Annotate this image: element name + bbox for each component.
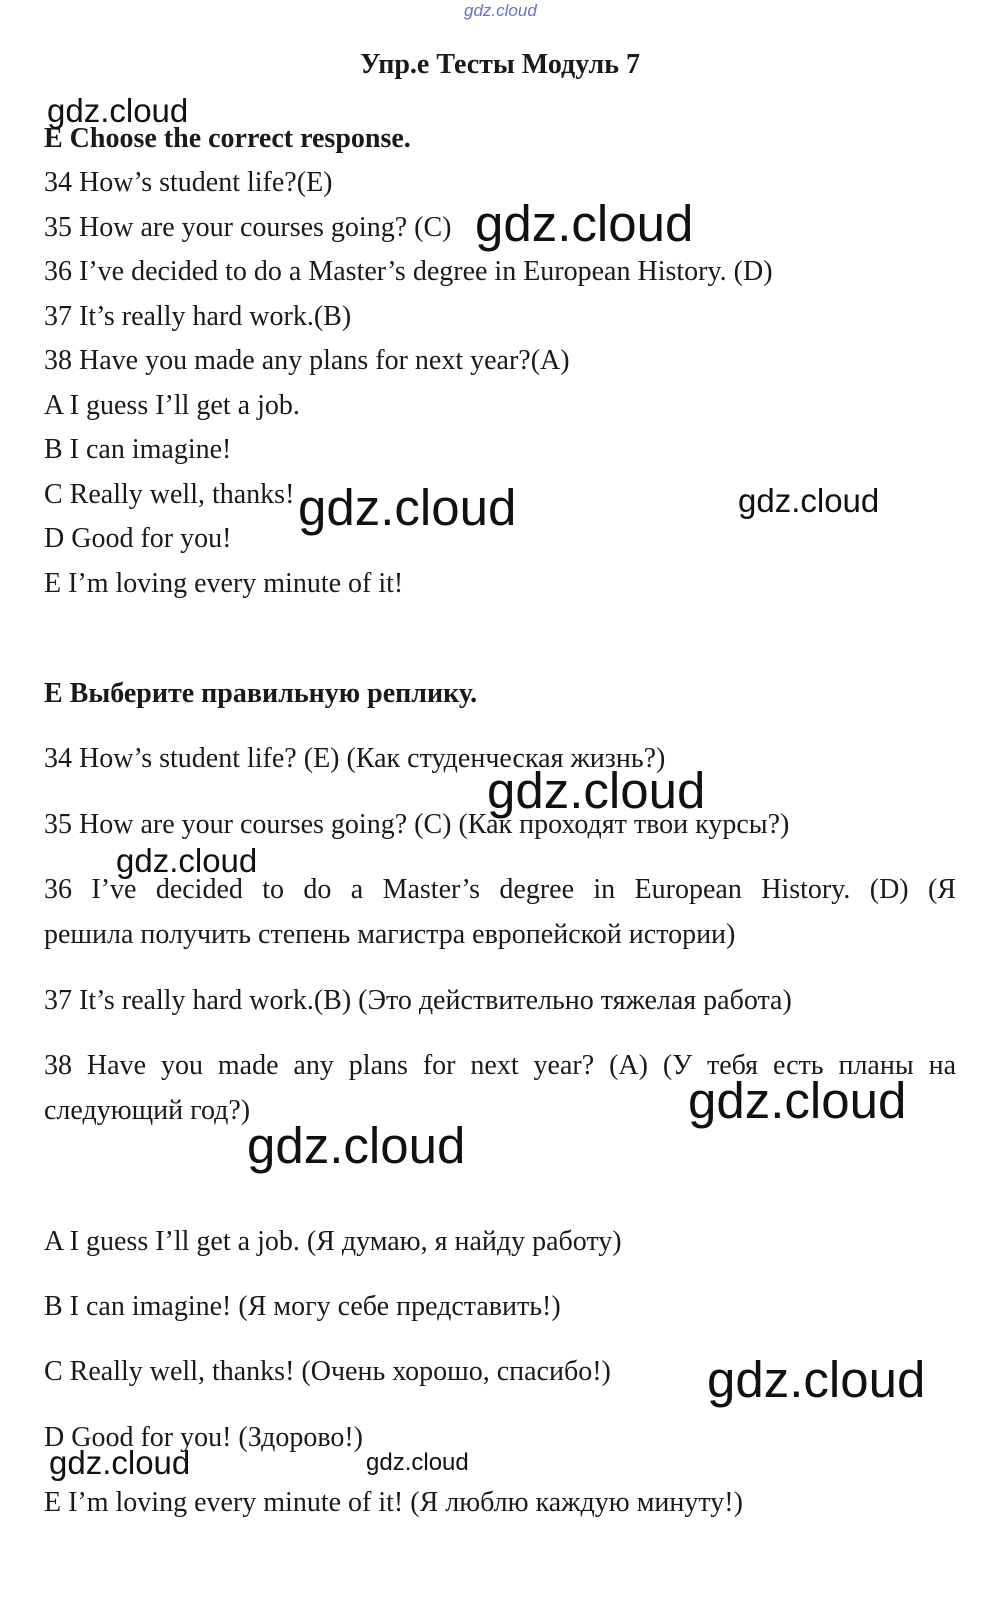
question-36: 36 I’ve decided to do a Master’s degree in European History. (D) — [44, 256, 773, 287]
question-35: 35 How are your courses going? (C) — [44, 212, 452, 243]
answer-b: B I can imagine! — [44, 434, 232, 465]
translation-34: 34 How’s student life? (E) (Как студенческая жизнь?) — [44, 743, 666, 774]
watermark: gdz.cloud — [688, 1072, 907, 1129]
answer-c: C Really well, thanks! — [44, 479, 295, 510]
translation-36-line1: 36 I’ve decided to do a Master’s degree in European History. (D) (Я — [44, 874, 956, 905]
english-heading: E Choose the correct response. — [44, 123, 411, 154]
answer-a: A I guess I’ll get a job. — [44, 390, 300, 421]
translation-e: E I’m loving every minute of it! (Я люблю каждую минуту!) — [44, 1487, 743, 1518]
watermark: gdz.cloud — [366, 1449, 469, 1476]
answer-e: E I’m loving every minute of it! — [44, 568, 404, 599]
translation-37: 37 It’s really hard work.(B) (Это действительно тяжелая работа) — [44, 985, 792, 1016]
watermark: gdz.cloud — [738, 482, 880, 519]
translation-35: 35 How are your courses going? (C) (Как проходят твои курсы?) — [44, 809, 790, 840]
question-37: 37 It’s really hard work.(B) — [44, 301, 352, 332]
answer-d: D Good for you! — [44, 523, 232, 554]
watermark: gdz.cloud — [49, 1444, 191, 1481]
watermark: gdz.cloud — [47, 92, 189, 129]
russian-heading: E Выберите правильную реплику. — [44, 678, 478, 709]
translation-b: B I can imagine! (Я могу себе представить!) — [44, 1291, 561, 1322]
translation-38-line1: 38 Have you made any plans for next year? (A) (У тебя есть планы на — [44, 1050, 956, 1081]
watermark-top: gdz.cloud — [464, 1, 537, 20]
watermark: gdz.cloud — [298, 479, 517, 536]
watermark: gdz.cloud — [707, 1351, 926, 1408]
question-38: 38 Have you made any plans for next year?(A) — [44, 345, 570, 376]
watermark: gdz.cloud — [487, 762, 706, 819]
translation-c: C Really well, thanks! (Очень хорошо, спасибо!) — [44, 1356, 611, 1387]
question-34: 34 How’s student life?(E) — [44, 167, 333, 198]
translation-38-line2: следующий год?) — [44, 1095, 251, 1126]
page-title: Упр.е Тесты Модуль 7 — [359, 49, 641, 80]
watermark: gdz.cloud — [116, 842, 258, 879]
watermark: gdz.cloud — [247, 1117, 466, 1174]
translation-d: D Good for you! (Здорово!) — [44, 1422, 363, 1453]
translation-a: A I guess I’ll get a job. (Я думаю, я найду работу) — [44, 1226, 622, 1257]
translation-36-line2: решила получить степень магистра европейской истории) — [44, 919, 736, 950]
watermark: gdz.cloud — [475, 195, 694, 252]
